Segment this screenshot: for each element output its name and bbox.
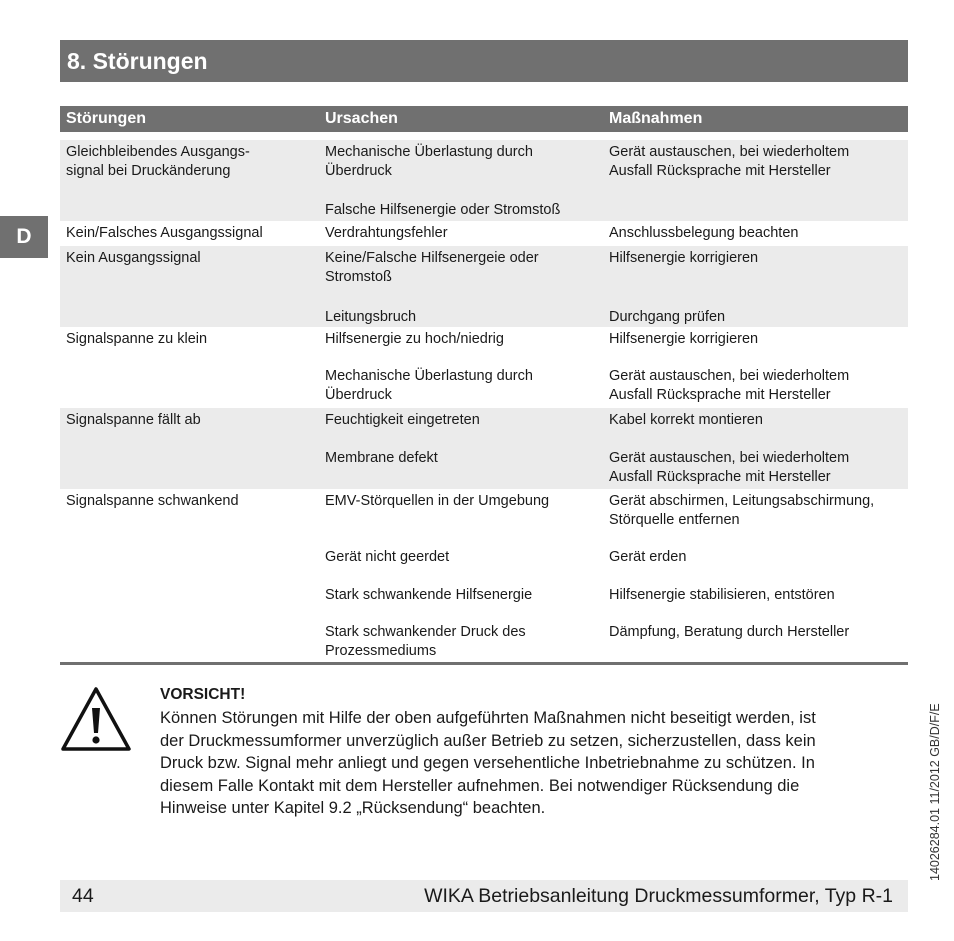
action-cell: Gerät austauschen, bei wiederholtem Ausfall Rücksprache mit Hersteller	[609, 144, 850, 179]
action-cell: Durchgang prüfen	[609, 309, 726, 325]
action-cell: Gerät austauschen, bei wiederholtem Ausfall Rücksprache mit Hersteller	[609, 450, 850, 485]
action-cell: Hilfsenergie korrigieren	[609, 250, 759, 266]
warning-title: VORSICHT!	[160, 686, 246, 703]
table-row	[60, 221, 908, 246]
cause-cell: Membrane defekt	[325, 450, 438, 466]
problem-cell: Signalspanne fällt ab	[66, 412, 201, 428]
action-cell: Hilfsenergie stabilisieren, entstören	[609, 587, 835, 603]
troubleshooting-table	[60, 140, 908, 662]
problem-cell: Kein/Falsches Ausgangssignal	[66, 225, 263, 241]
action-cell: Gerät abschirmen, Leitungsabschirmung, Störquelle entfernen	[609, 493, 875, 528]
table-row	[60, 364, 908, 408]
header-massnahmen: Maßnahmen	[609, 110, 703, 127]
cause-cell: Keine/Falsche Hilfsenergeie oder Stromstoß	[325, 250, 539, 285]
table-header	[60, 106, 908, 132]
cause-cell: Feuchtigkeit eingetreten	[325, 412, 480, 428]
table-row	[60, 489, 908, 545]
language-tab: D	[0, 216, 48, 258]
cause-cell: Hilfsenergie zu hoch/niedrig	[325, 331, 504, 347]
problem-cell: Kein Ausgangssignal	[66, 250, 201, 266]
action-cell: Hilfsenergie korrigieren	[609, 331, 759, 347]
table-row	[60, 446, 908, 489]
table-row	[60, 620, 908, 662]
action-cell: Anschlussbelegung beachten	[609, 225, 799, 241]
cause-cell: Verdrahtungsfehler	[325, 225, 448, 241]
header-stoerungen: Störungen	[66, 110, 146, 127]
warning-text: Können Störungen mit Hilfe der oben aufgeführten Maßnahmen nicht beseitigt werden, ist der Druckmessumformer unverzüglich außer Betrieb zu setzen, sicherzustellen, dass kein Druck bzw. Signal mehr anliegt und gegen versehentliche Inbetriebnahme zu schützen. In diesem Falle Kontakt mit dem Hersteller aufnehmen. Bei notwendiger Rücksendung die Hinweise unter Kapitel 9.2 „Rücksendung“ beachten.	[160, 709, 816, 817]
section-title: 8. Störungen	[60, 40, 908, 82]
action-cell: Kabel korrekt montieren	[609, 412, 763, 428]
table-row	[60, 408, 908, 446]
problem-cell: Gleichbleibendes Ausgangs- signal bei Druckänderung	[66, 144, 250, 179]
problem-cell: Signalspanne schwankend	[66, 493, 239, 509]
cause-cell: EMV-Störquellen in der Umgebung	[325, 493, 550, 509]
table-row	[60, 246, 908, 290]
warning-triangle-icon	[60, 686, 132, 752]
table-bottom-rule	[60, 662, 908, 665]
cause-cell: Gerät nicht geerdet	[325, 549, 450, 565]
action-cell: Gerät austauschen, bei wiederholtem Ausfall Rücksprache mit Hersteller	[609, 368, 850, 403]
cause-cell: Mechanische Überlastung durch Überdruck	[325, 368, 533, 403]
table-row	[60, 290, 908, 327]
cause-cell: Leitungsbruch	[325, 309, 417, 325]
cause-cell: Stark schwankende Hilfsenergie	[325, 587, 533, 603]
table-row	[60, 183, 908, 221]
footer-title: WIKA Betriebsanleitung Druckmessumformer, Typ R-1	[424, 885, 893, 907]
page-number: 44	[72, 885, 94, 907]
action-cell: Dämpfung, Beratung durch Hersteller	[609, 624, 850, 640]
cause-cell: Stark schwankender Druck des Prozessmediums	[325, 624, 526, 659]
table-row	[60, 583, 908, 620]
table-row	[60, 140, 908, 183]
cause-cell: Mechanische Überlastung durch Überdruck	[325, 144, 533, 179]
problem-cell: Signalspanne zu klein	[66, 331, 208, 347]
header-ursachen: Ursachen	[325, 110, 398, 127]
page-footer	[60, 880, 908, 912]
cause-cell: Falsche Hilfsenergie oder Stromstoß	[325, 202, 561, 218]
document-code: 14026284.01 11/2012 GB/D/F/E	[928, 703, 942, 881]
table-row	[60, 545, 908, 583]
action-cell: Gerät erden	[609, 549, 687, 565]
table-row	[60, 327, 908, 364]
